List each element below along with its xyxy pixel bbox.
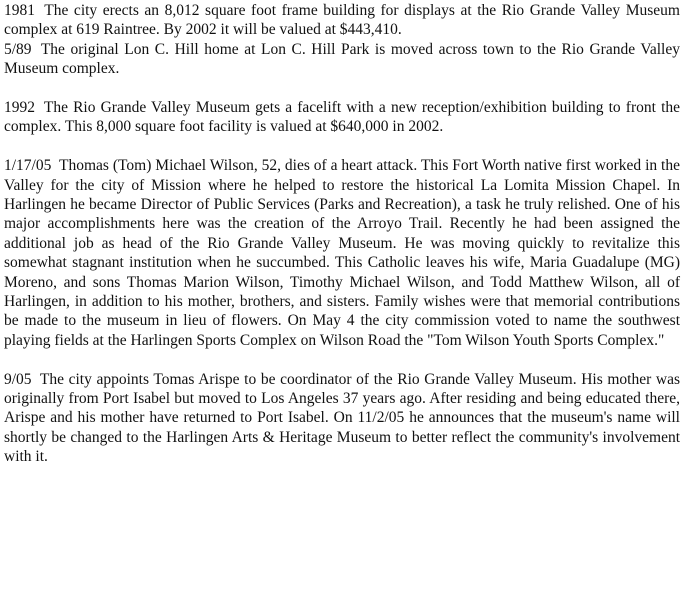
paragraph-gap [4,137,680,156]
entry-text: Thomas (Tom) Michael Wilson, 52, dies of a heart attack. This Fort Worth native first worked in the Valley for the city of Mission where he helped to restore the historical La Lomita Mission Chapel. In Harlingen he became Director of Public Services (Parks and Recreation), a task he truly relished. One of his major accomplishments here was the creation of the Arroyo Trail. Recently he had been assigned the additional job as head of the Rio Grande Valley Museum. He was moving quickly to revitalize this somewhat stagnant institution when he succumbed. This Catholic leaves his wife, Maria Guadalupe (MG) Moreno, and sons Thomas Marion Wilson, Timothy Michael Wilson, and Todd Matthew Wilson, all of Harlingen, in addition to his mother, brothers, and sisters. Family wishes were that memorial contributions be made to the museum in lieu of flowers. On May 4 the city commission voted to name the southwest playing fields at the Harlingen Sports Complex on Wilson Road the "Tom Wilson Youth Sports Complex." [4,157,680,349]
paragraph-gap [4,350,680,369]
entry-text: The Rio Grande Valley Museum gets a facelift with a new reception/exhibition building to front the complex. This 8,000 square foot facility is valued at $640,000 in 2002. [4,99,680,136]
timeline-entry-2005-jan [4,156,680,350]
entry-date: 1981 [4,2,35,19]
timeline-entry-2005-sep [4,370,680,467]
document-page [4,1,680,467]
paragraph-gap [4,79,680,98]
entry-date: 1992 [4,99,35,117]
timeline-entry-1992 [4,98,680,137]
entry-date: 9/05 [4,370,32,388]
entry-date: 5/89 [4,40,32,58]
entry-text: The city erects an 8,012 square foot frame building for displays at the Rio Grande Valley Museum complex at 619 Raintree. By 2002 it will be valued at $443,410. [4,2,680,39]
entry-text: The city appoints Tomas Arispe to be coordinator of the Rio Grande Valley Museum. His mother was originally from Port Isabel but moved to Los Angeles 37 years ago. After residing and being educated there, Arispe and his mother have returned to Port Isabel. On 11/2/05 he announces that the museum's name will shortly be changed to the Harlingen Arts & Heritage Museum to better reflect the community's involvement with it. [4,370,680,466]
timeline-entry-1981 [4,1,680,40]
entry-date: 1/17/05 [4,157,52,175]
entry-text: The original Lon C. Hill home at Lon C. Hill Park is moved across town to the Rio Grande Valley Museum complex. [4,40,680,78]
timeline-entry-1989 [4,40,680,79]
